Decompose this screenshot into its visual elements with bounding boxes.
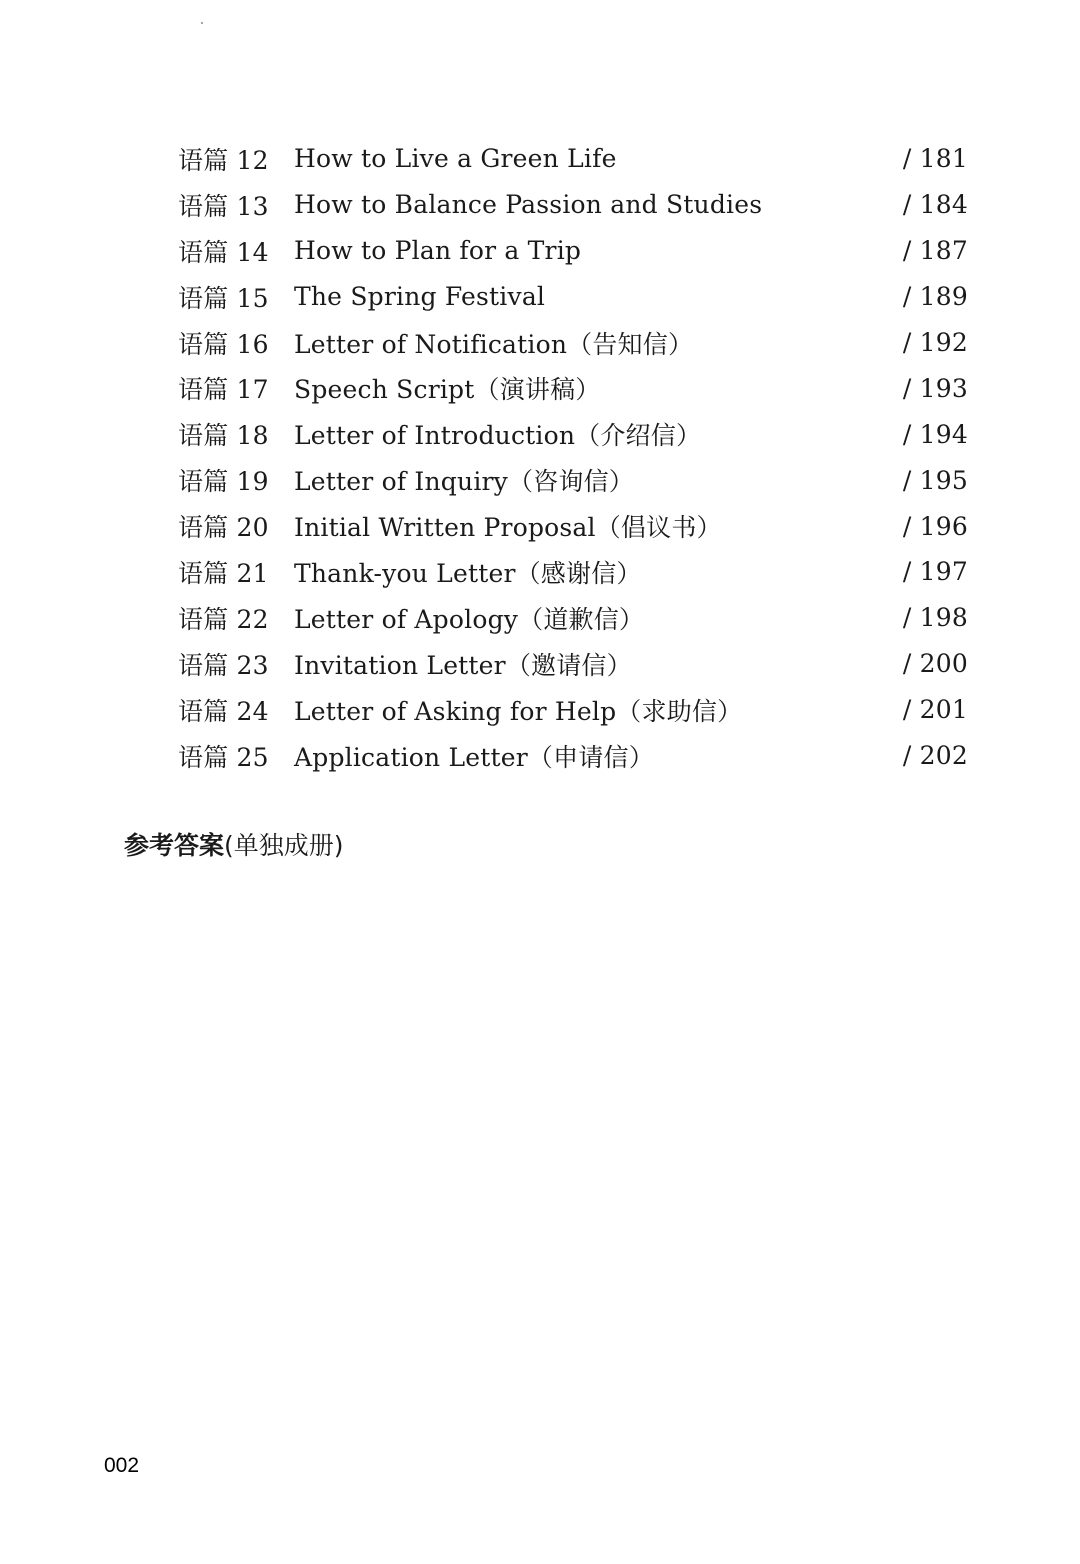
toc-entry-page: / 197 bbox=[902, 557, 968, 587]
page-number: 002 bbox=[104, 1454, 140, 1477]
toc-entry-number: 语篇 23 bbox=[178, 650, 269, 680]
toc-entry-title: Application Letter（申请信） bbox=[294, 742, 654, 772]
toc-entry-title: Letter of Inquiry（咨询信） bbox=[294, 467, 634, 497]
toc-entry bbox=[178, 228, 968, 274]
scan-speck bbox=[201, 22, 203, 24]
toc-entry bbox=[178, 595, 968, 641]
toc-entry-number: 语篇 13 bbox=[178, 191, 269, 221]
toc-entry bbox=[178, 365, 968, 411]
toc-entry-number: 语篇 15 bbox=[178, 283, 269, 313]
toc-entry-number: 语篇 17 bbox=[178, 375, 269, 405]
toc-entry bbox=[178, 136, 968, 182]
toc-entry-page: / 193 bbox=[902, 373, 968, 403]
toc-entry bbox=[178, 411, 968, 457]
toc-entry-title: Letter of Notification（告知信） bbox=[294, 329, 694, 359]
toc-entry bbox=[178, 549, 968, 595]
toc-entry-title: Thank-you Letter（感谢信） bbox=[294, 558, 642, 588]
toc-entry-number: 语篇 20 bbox=[178, 513, 269, 543]
answer-key-note: (单独成册) bbox=[224, 831, 344, 860]
toc-entry-page: / 194 bbox=[902, 419, 968, 449]
toc-entry bbox=[178, 733, 968, 779]
toc-entry-page: / 201 bbox=[902, 695, 968, 725]
toc-entry-number: 语篇 19 bbox=[178, 467, 269, 497]
toc-entry-title: How to Balance Passion and Studies bbox=[294, 190, 763, 220]
toc-entry-page: / 184 bbox=[902, 190, 968, 220]
toc-entry-title: Letter of Introduction（介绍信） bbox=[294, 421, 702, 451]
toc-entry-number: 语篇 18 bbox=[178, 421, 269, 451]
toc-entry-page: / 187 bbox=[902, 236, 968, 266]
toc-entry bbox=[178, 457, 968, 503]
toc-entry bbox=[178, 503, 968, 549]
toc-entry-title: Letter of Asking for Help（求助信） bbox=[294, 696, 743, 726]
toc-entry bbox=[178, 274, 968, 320]
toc-entry-page: / 181 bbox=[902, 144, 968, 174]
toc-entry-number: 语篇 12 bbox=[178, 145, 269, 175]
toc-entry-number: 语篇 24 bbox=[178, 696, 269, 726]
answer-key-label: 参考答案 bbox=[124, 831, 225, 860]
toc-entry-number: 语篇 21 bbox=[178, 558, 269, 588]
toc-entry-page: / 195 bbox=[902, 465, 968, 495]
toc-entry-number: 语篇 14 bbox=[178, 237, 269, 267]
toc-entry-number: 语篇 16 bbox=[178, 329, 269, 359]
toc-entry-number: 语篇 22 bbox=[178, 604, 269, 634]
toc-entry-title: Letter of Apology（道歉信） bbox=[294, 604, 645, 634]
table-of-contents bbox=[178, 136, 968, 778]
answer-key-heading bbox=[124, 826, 344, 862]
toc-entry bbox=[178, 687, 968, 733]
toc-entry-number: 语篇 25 bbox=[178, 742, 269, 772]
toc-entry-page: / 202 bbox=[902, 741, 968, 771]
toc-entry-page: / 189 bbox=[902, 282, 968, 312]
toc-entry bbox=[178, 320, 968, 366]
toc-entry-title: The Spring Festival bbox=[294, 282, 546, 312]
toc-entry bbox=[178, 182, 968, 228]
toc-entry-title: How to Plan for a Trip bbox=[294, 236, 582, 266]
toc-entry-title: How to Live a Green Life bbox=[294, 144, 617, 174]
toc-entry-page: / 200 bbox=[902, 649, 968, 679]
toc-entry-title: Speech Script（演讲稿） bbox=[294, 375, 601, 405]
toc-entry-page: / 192 bbox=[902, 328, 968, 357]
toc-entry bbox=[178, 641, 968, 687]
toc-entry-title: Initial Written Proposal（倡议书） bbox=[294, 513, 722, 543]
toc-entry-page: / 198 bbox=[902, 603, 968, 633]
toc-entry-title: Invitation Letter（邀请信） bbox=[294, 650, 632, 680]
toc-entry-page: / 196 bbox=[902, 511, 968, 541]
